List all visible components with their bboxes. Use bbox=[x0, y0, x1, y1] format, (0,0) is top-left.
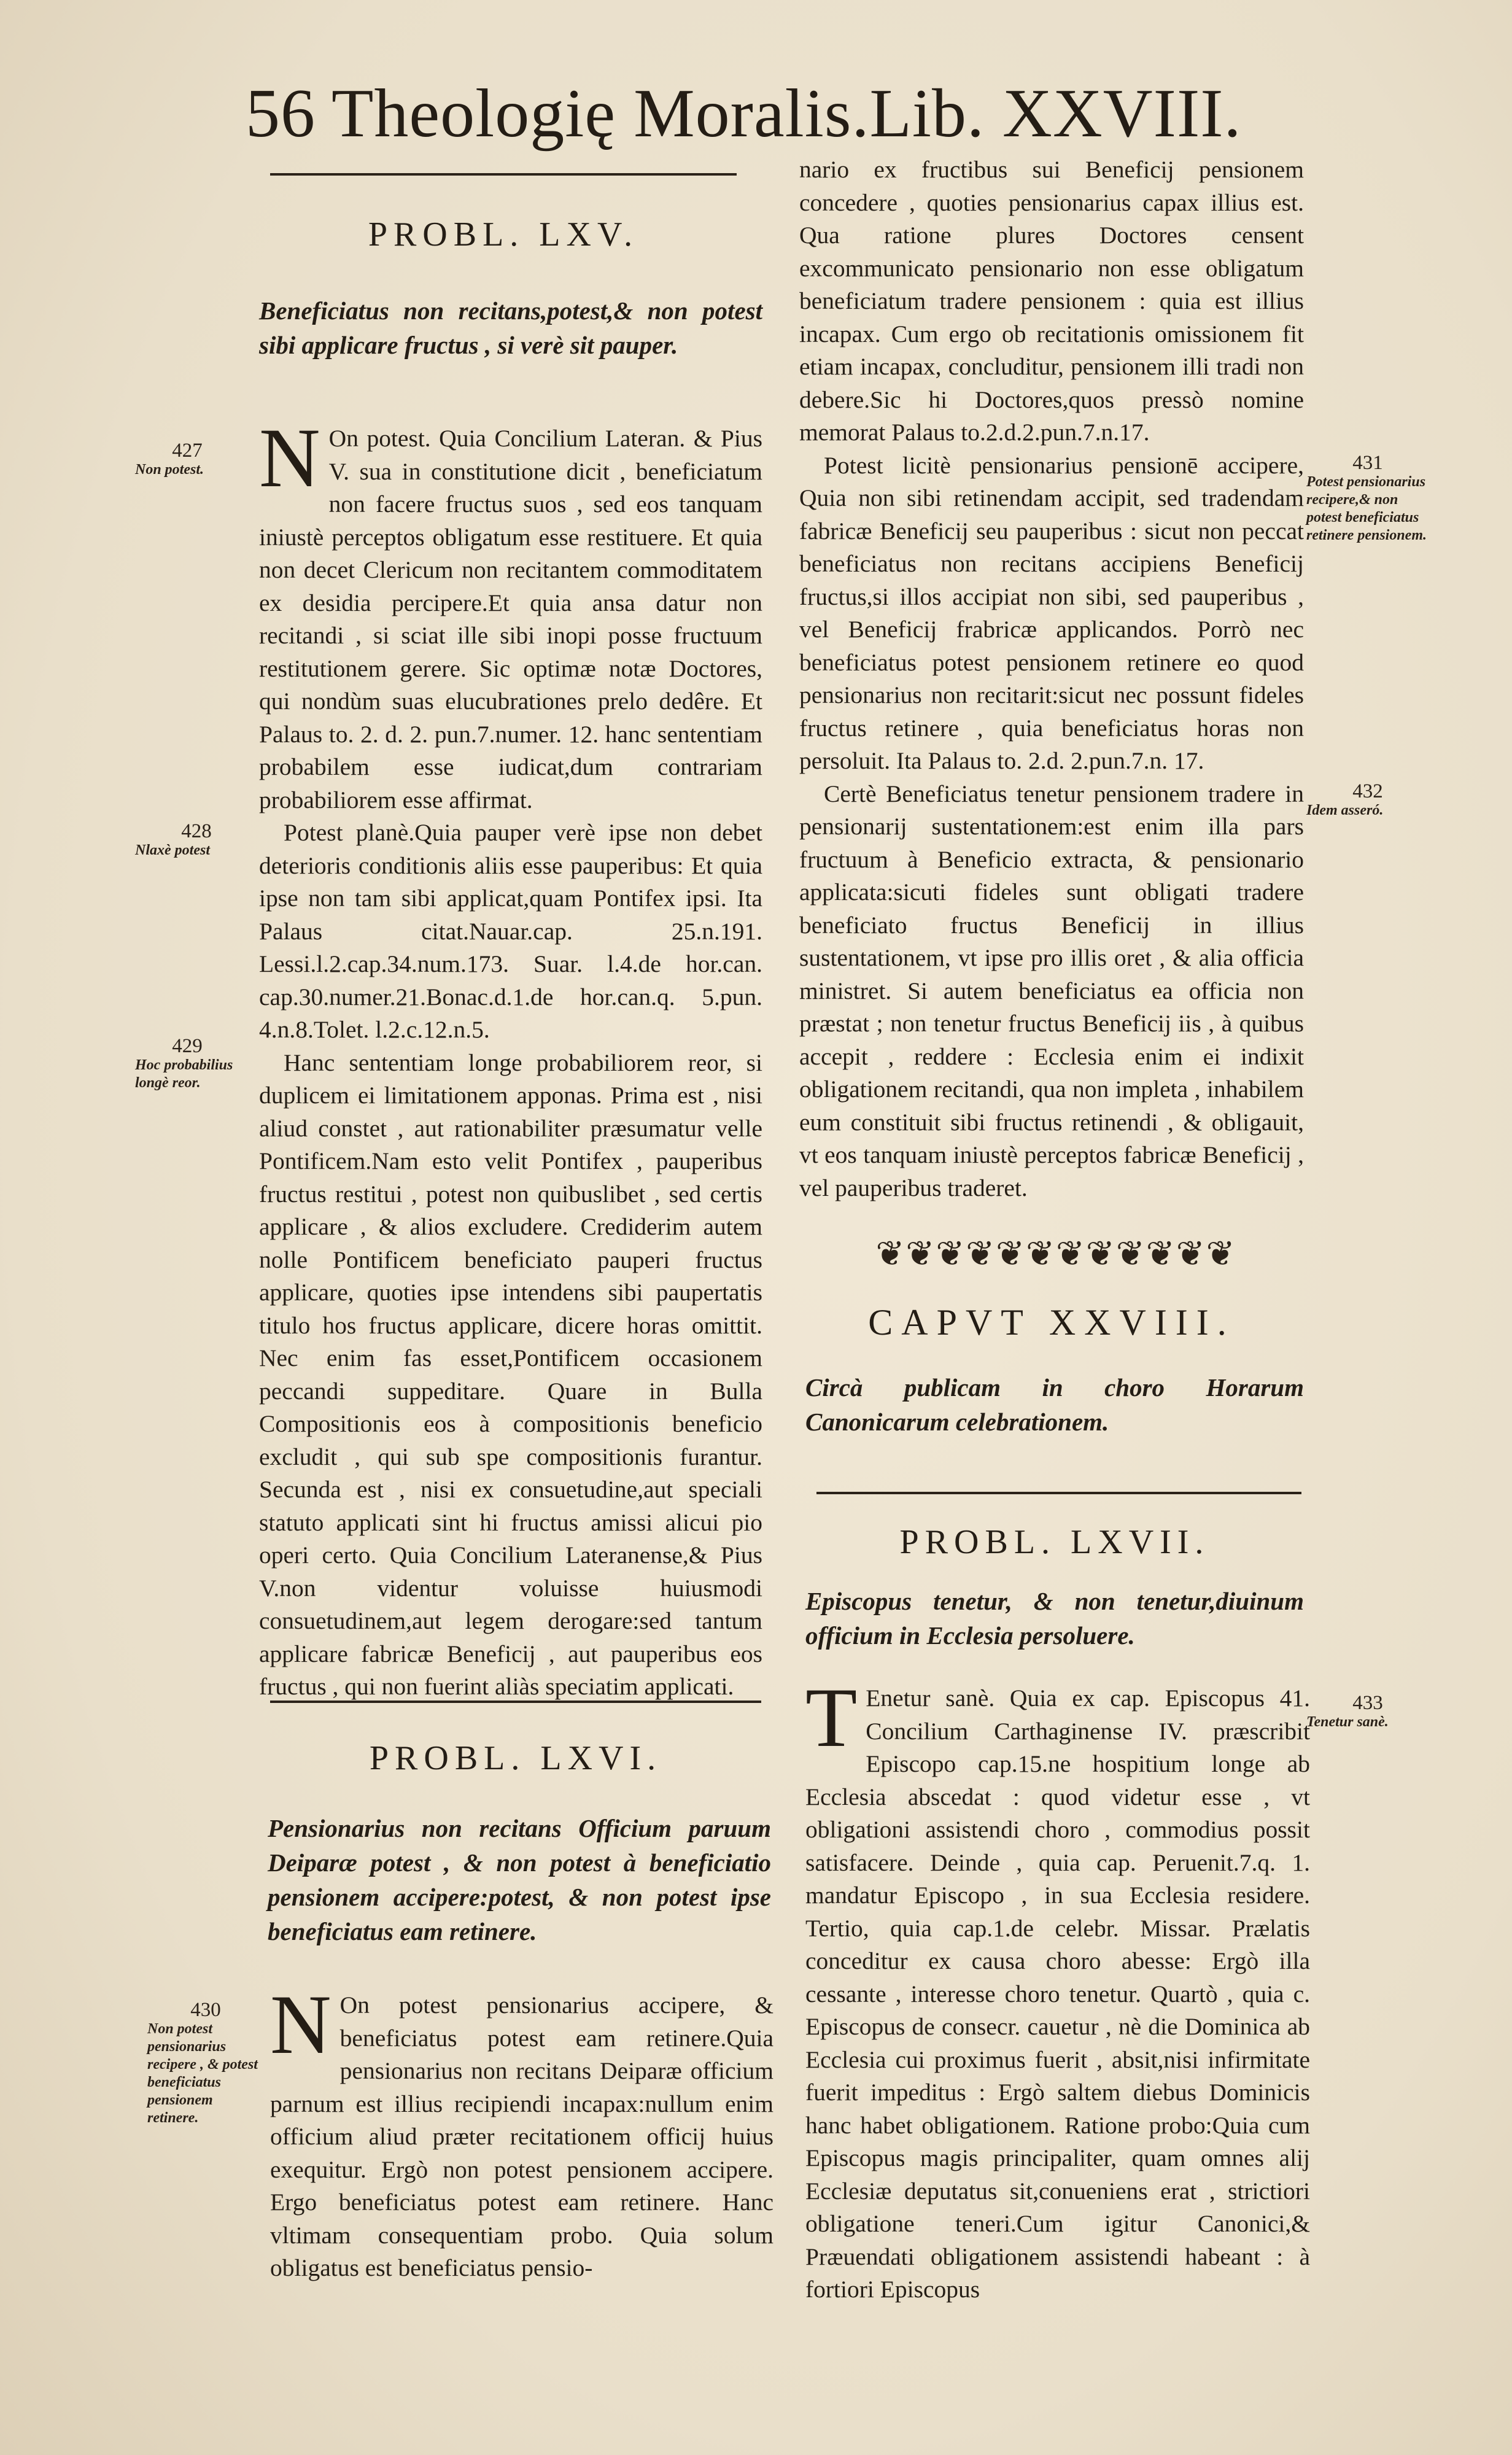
caput-subtitle: Circà publicam in choro Horarum Canonicarum celebrationem. bbox=[805, 1373, 1304, 1436]
paragraph-429: Hanc sententiam longe probabiliorem reor, si duplicem ei limitationem apponas. Prima est , nisi aliud constet , aut rationabiliter præsumatur velle Pontificem.Nam esto velit Pontifex , pauperibus fructus restitui , potest non quibuslibet , sed certis applicare , & alios excludere. Crediderim autem nolle Pontificem beneficiato pauperi fructus applicare, quoties ipse intendens sibi paupertatis titulo hos fructus applicare, dicere horas omittit. Nec enim fas esset,Pontificem occasionem peccandi suppeditare. Quare in Bulla Compositionis eos à compositionis beneficio excludit , qui sub spe compositionis furantur. Secunda est , nisi ex consuetudine,aut speciali statuto applicati sint hi fructus amissi alicui pio operi certo. Quia Concilium Lateranense,& Pius V.non videntur voluisse huiusmodi consuetudinem,aut legem derogare:sed tantum applicare fabricæ Beneficij , aut pauperibus eos fructus , qui non fuerint aliàs speciatim applicati. bbox=[259, 1049, 762, 1700]
paragraph-433: T Enetur sanè. Quia ex cap. Episcopus 41. Concilium Carthaginense IV. præscribit Episcopo cap.15.ne hospitium longe ab Ecclesia abscedat : quod videtur esse , vt obligationi assistendi choro , commodius possit satisfacere. Deinde , quia cap. Peruenit.7.q. 1. mandatur Episcopo , in sua Ecclesia residere. Tertio, quia cap.1.de celebr. Missar. Prælatis conceditur ex causa choro abesse: Ergò illa cessante , interesse choro tenetur. Quartò , quia c. Episcopus de consecr. cauetur , nè die Dominica ab Ecclesia cui proximus fuerit , absit,nisi infirmitate fuerit impeditus : Ergò saltem diebus Dominicis hanc habet obligationem. Ratione probo:Quia cum Episcopus magis principaliter, quam omnes alij Ecclesiæ deputatus sit,conueniens erat , strictiori obligatione teneri.Cum igitur Canonici,& Præuendati obligationem assistendi habeant : à fortiori Episcopus bbox=[805, 1670, 1310, 2303]
dropcap: N bbox=[259, 411, 320, 505]
caput-heading: CAPVT XXVIII. bbox=[868, 1302, 1235, 1343]
page-number: 56 bbox=[246, 76, 316, 152]
probl-67-body bbox=[805, 1670, 1310, 2306]
running-title: Theologię Moralis.Lib. XXVIII. bbox=[331, 76, 1242, 152]
margin-note-429: 429 Hoc probabilius longè reor. bbox=[135, 1035, 233, 1091]
paragraph-432: Certè Beneficiatus tenetur pensionem tradere in pensionarij sustentationem:est enim illa pars fructuum à Beneficio extracta, & pensionario applicata:sicuti fideles sunt obligati tradere beneficiato fructus Beneficij in illius sustentationem, vt ipse pro illis oret , & alia officia ministret. Si autem beneficiatus ea officia non præstat ; non tenetur fructus Beneficij iis , à quibus accepit , reddere : Ecclesia enim ei indixit obligationem recitandi, qua non impleta , inhabilem eum constituit sibi fructus retinendi , & obligauit, vt eos tanquam iniustè perceptos fabricæ Beneficij , vel pauperibus traderet. bbox=[799, 780, 1304, 1201]
right-column-top bbox=[799, 153, 1304, 1204]
margin-note-430: 430 Non potest pensionarius recipere , & potest beneficiatus pensionem retinere. bbox=[147, 1999, 258, 2126]
probl-67-heading: PROBL. LXVII. bbox=[899, 1523, 1210, 1561]
margin-note-433: 433 Tenetur sanè. bbox=[1306, 1692, 1389, 1730]
paragraph-427: N On potest. Quia Concilium Lateran. & Pius V. sua in constitutione dicit , beneficiatum non facere fructus suos , sed eos tanquam iniustè perceptos obligatum esse restituere. Et quia non decet Clericum non recitantem commoditatem ex desidia percipere.Et quia ansa datur non recitandi , si sciat ille sibi inopi posse fructuum restitutionem gerere. Sic optimæ notæ Doctores, qui nondùm suas elucubrationes prelo dedêre. Et Palaus to. 2. d. 2. pun.7.numer. 12. hanc sententiam probabilem esse iudicat,dum contrariam probabiliorem esse affirmat. bbox=[259, 411, 762, 813]
running-header bbox=[246, 74, 1289, 153]
dropcap: N bbox=[270, 1977, 331, 2071]
probl-67-summary: Episcopus tenetur, & non tenetur,diuinum officium in Ecclesia persoluere. bbox=[805, 1587, 1304, 1650]
probl-65-body bbox=[259, 411, 762, 1704]
paragraph-431: Potest licitè pensionarius pensionē accipere, Quia non sibi retinendam accipit, sed tradendam fabricæ Beneficij seu pauperibus : sicut non peccat beneficiatus non recitans accipiens Beneficij fructus,si illos accipiat non sibi, sed pauperibus , vel Beneficij frabricæ applicandos. Porrò nec beneficiatus potest pensionem retinere eo quod pensionarius non recitarit:sicut nec possunt fideles fructus retinere , quia beneficiatus horas non persoluit. Ita Palaus to. 2.d. 2.pun.7.n. 17. bbox=[799, 451, 1304, 774]
margin-note-431: 431 Potest pensionarius recipere,& non potest beneficiatus retinere pensionem. bbox=[1306, 452, 1427, 543]
probl-66-heading: PROBL. LXVI. bbox=[369, 1739, 662, 1777]
continuation-paragraph: nario ex fructibus sui Beneficij pensionem concedere , quoties pensionarius capax illius est. Qua ratione plures Doctores censent excommunicato pensionario non esse obligatum beneficiatum tradere pensionem : quia est illius incapax. Cum ergo ob recitationis omissionem fit etiam incapax, concluditur, pensionem illi tradi non debere.Sic hi Doctores,quos pressò nomine memorat Palaus to.2.d.2.pun.7.n.17. bbox=[799, 156, 1304, 446]
top-rule-left bbox=[270, 173, 737, 176]
margin-note-427: 427 Non potest. bbox=[135, 440, 204, 478]
dropcap: T bbox=[805, 1670, 858, 1764]
margin-note-432: 432 Idem asseró. bbox=[1306, 780, 1384, 818]
probl-66-body bbox=[270, 1977, 773, 2285]
rule-before-probl-67 bbox=[816, 1492, 1301, 1494]
probl-65-heading: PROBL. LXV. bbox=[368, 215, 639, 254]
margin-note-428: 428 Nlaxè potest bbox=[135, 820, 212, 858]
probl-65-summary: Beneficiatus non recitans,potest,& non potest sibi applicare fructus , si verè sit pauper. bbox=[259, 297, 762, 359]
decorative-ornament-band: ❦❦❦❦❦❦❦❦❦❦❦❦ bbox=[875, 1234, 1236, 1274]
rule-before-probl-66 bbox=[270, 1701, 761, 1703]
probl-66-summary: Pensionarius non recitans Officium paruum Deiparæ potest , & non potest à beneficiatio pensionem accipere:potest, & non potest ipse beneficiatus eam retinere. bbox=[268, 1814, 771, 1945]
paragraph-430: N On potest pensionarius accipere, & beneficiatus potest eam retinere.Quia pensionarius non recitans Deiparæ officium parnum est illius recipiendi incapax:nullum enim officium aliud præter recitationem officij huius exequitur. Ergò non potest pensionem accipere. Ergo beneficiatus potest eam retinere. Hanc vltimam consequentiam probo. Quia solum obligatus est beneficiatus pensio- bbox=[270, 1977, 773, 2281]
paragraph-428: Potest planè.Quia pauper verè ipse non debet deterioris conditionis aliis esse pauperibus: Et quia ipse non tam sibi applicat,quam Pontifex ipsi. Ita Palaus citat.Nauar.cap. 25.n.191. Lessi.l.2.cap.34.num.173. Suar. l.4.de hor.can. cap.30.numer.21.Bonac.d.1.de hor.can.q. 5.pun. 4.n.8.Tolet. l.2.c.12.n.5. bbox=[259, 819, 762, 1043]
